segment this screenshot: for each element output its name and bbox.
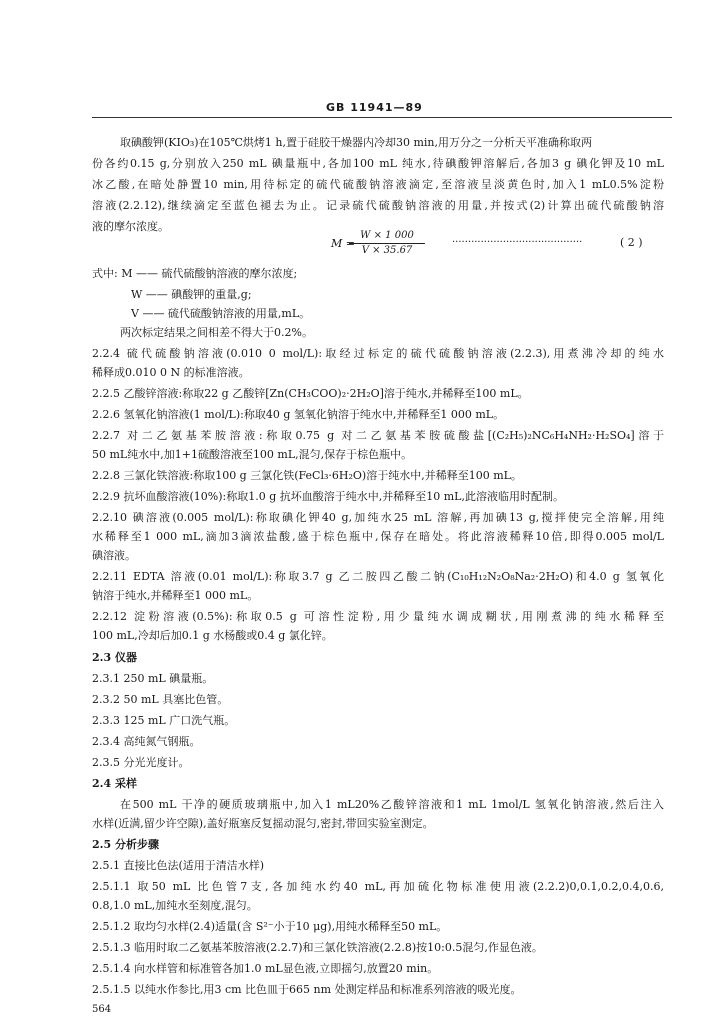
formula-lhs: M = — [331, 237, 355, 250]
item-line: 稀释成0.010 0 N 的标准溶液。 — [92, 366, 250, 379]
formula-fraction — [349, 230, 425, 257]
item-line: 2.2.6 氢氧化钠溶液(1 mol/L):称取40 g 氢氧化钠溶于纯水中,并稀释至1 000 mL。 — [92, 408, 505, 421]
formula-where-line: V —— 硫代硫酸钠溶液的用量,mL。 — [131, 307, 311, 320]
header-rule — [92, 117, 672, 118]
item-line: 50 mL纯水中,加1+1硫酸溶液至100 mL,混匀,保存于棕色瓶中。 — [92, 448, 413, 461]
list-item: 2.3.2 50 mL 具塞比色管。 — [92, 693, 229, 706]
step-line: 2.5.1.2 取均匀水样(2.4)适量(含 S²⁻小于10 μg),用纯水稀释至50 mL。 — [92, 920, 448, 933]
paragraph-line: 份各约0.15 g,分别放入250 mL 碘量瓶中,各加100 mL 纯水,待碘酸钾溶解后,各加3 g 碘化钾及10 mL — [92, 157, 664, 170]
item-line: 2.2.9 抗坏血酸溶液(10%):称取1.0 g 抗坏血酸溶于纯水中,并稀释至10 mL,此溶液临用时配制。 — [92, 490, 564, 503]
step-line: 2.5.1.3 临用时取二乙氨基苯胺溶液(2.2.7)和三氯化铁溶液(2.2.8)按10:0.5混匀,作显色液。 — [92, 941, 543, 954]
formula-where-line: 式中: M —— 硫代硫酸钠溶液的摩尔浓度; — [92, 267, 298, 280]
paragraph-line: 冰乙酸,在暗处静置10 min,用待标定的硫代硫酸钠溶液滴定,至溶液呈淡黄色时,加入1 mL0.5%淀粉 — [92, 178, 664, 191]
formula-numerator: W × 1 000 — [360, 230, 414, 241]
item-line: 2.2.11 EDTA 溶液(0.01 mol/L):称取3.7 g 乙二胺四乙酸二钠(C₁₀H₁₂N₂O₈Na₂·2H₂O)和4.0 g 氢氧化 — [92, 570, 664, 583]
section-heading: 2.4 采样 — [92, 777, 137, 790]
page-header: GB 11941—89 — [326, 101, 423, 114]
item-line: 钠溶于纯水,并稀释至1 000 mL。 — [92, 589, 259, 602]
item-line: 碘溶液。 — [92, 549, 136, 562]
section-heading: 2.3 仪器 — [92, 651, 137, 664]
formula-denominator: V × 35.67 — [361, 245, 413, 256]
paragraph-line: 水样(近满,留少许空隙),盖好瓶塞反复摇动混匀,密封,带回实验室测定。 — [92, 817, 434, 830]
item-line: 2.2.4 硫代硫酸钠溶液(0.010 0 mol/L):取经过标定的硫代硫酸钠溶液(2.2.3),用煮沸冷却的纯水 — [92, 347, 664, 360]
paragraph-line: 取碘酸钾(KIO₃)在105℃烘烤1 h,置于硅胶干燥器内冷却30 min,用万分之一分析天平准确称取两 — [120, 136, 592, 149]
subsection-heading: 2.5.1 直接比色法(适用于清洁水样) — [92, 859, 265, 872]
formula-where-line: W —— 碘酸钾的重量,g; — [131, 288, 252, 301]
paragraph-line: 液的摩尔浓度。 — [92, 220, 169, 233]
fraction-bar — [349, 243, 425, 244]
page-number: 564 — [92, 1004, 112, 1015]
formula-number: ( 2 ) — [620, 236, 643, 249]
item-line: 水稀释至1 000 mL,滴加3滴浓盐酸,盛于棕色瓶中,保存在暗处。将此溶液稀释10倍,即得0.005 mol/L — [92, 530, 664, 543]
step-line: 0.8,1.0 mL,加纯水至刻度,混匀。 — [92, 899, 258, 912]
list-item: 2.3.5 分光光度计。 — [92, 756, 190, 769]
section-heading: 2.5 分析步骤 — [92, 838, 159, 851]
item-line: 2.2.10 碘溶液(0.005 mol/L):称取碘化钾40 g,加纯水25 mL 溶解,再加碘13 g,搅拌使完全溶解,用纯 — [92, 511, 664, 524]
item-line: 2.2.8 三氯化铁溶液:称取100 g 三氯化铁(FeCl₃·6H₂O)溶于纯水中,并稀释至100 mL。 — [92, 469, 522, 482]
list-item: 2.3.1 250 mL 碘量瓶。 — [92, 672, 214, 685]
item-line: 2.2.5 乙酸锌溶液:称取22 g 乙酸锌[Zn(CH₃COO)₂·2H₂O]溶于纯水,并稀释至100 mL。 — [92, 387, 529, 400]
formula-leader-dots: ········································· — [452, 237, 583, 248]
item-line: 2.2.12 淀粉溶液(0.5%):称取0.5 g 可溶性淀粉,用少量纯水调成糊状,用刚煮沸的纯水稀释至 — [92, 610, 664, 623]
list-item: 2.3.3 125 mL 广口洗气瓶。 — [92, 714, 236, 727]
step-line: 2.5.1.1 取50 mL 比色管7支,各加纯水约40 mL,再加硫化物标准使用液(2.2.2)0,0.1,0.2,0.4,0.6, — [92, 880, 664, 893]
list-item: 2.3.4 高纯氮气钢瓶。 — [92, 735, 201, 748]
step-line: 2.5.1.4 向水样管和标准管各加1.0 mL显色液,立即摇匀,放置20 min。 — [92, 962, 439, 975]
paragraph-line: 在500 mL 干净的硬质玻璃瓶中,加入1 mL20%乙酸锌溶液和1 mL 1mol/L 氢氧化钠溶液,然后注入 — [120, 798, 664, 811]
item-line: 100 mL,冷却后加0.1 g 水杨酸或0.4 g 氯化锌。 — [92, 629, 333, 642]
paragraph-line: 溶液(2.2.12),继续滴定至蓝色褪去为止。记录硫代硫酸钠溶液的用量,并按式(2)计算出硫代硫酸钠溶 — [92, 199, 664, 212]
step-line: 2.5.1.5 以纯水作参比,用3 cm 比色皿于665 nm 处测定样品和标准系列溶液的吸光度。 — [92, 983, 522, 996]
formula-where-line: 两次标定结果之间相差不得大于0.2%。 — [120, 326, 313, 339]
item-line: 2.2.7 对二乙氨基苯胺溶液:称取0.75 g 对二乙氨基苯胺硫酸盐[(C₂H₅)₂NC₆H₄NH₂·H₂SO₄]溶于 — [92, 429, 664, 442]
